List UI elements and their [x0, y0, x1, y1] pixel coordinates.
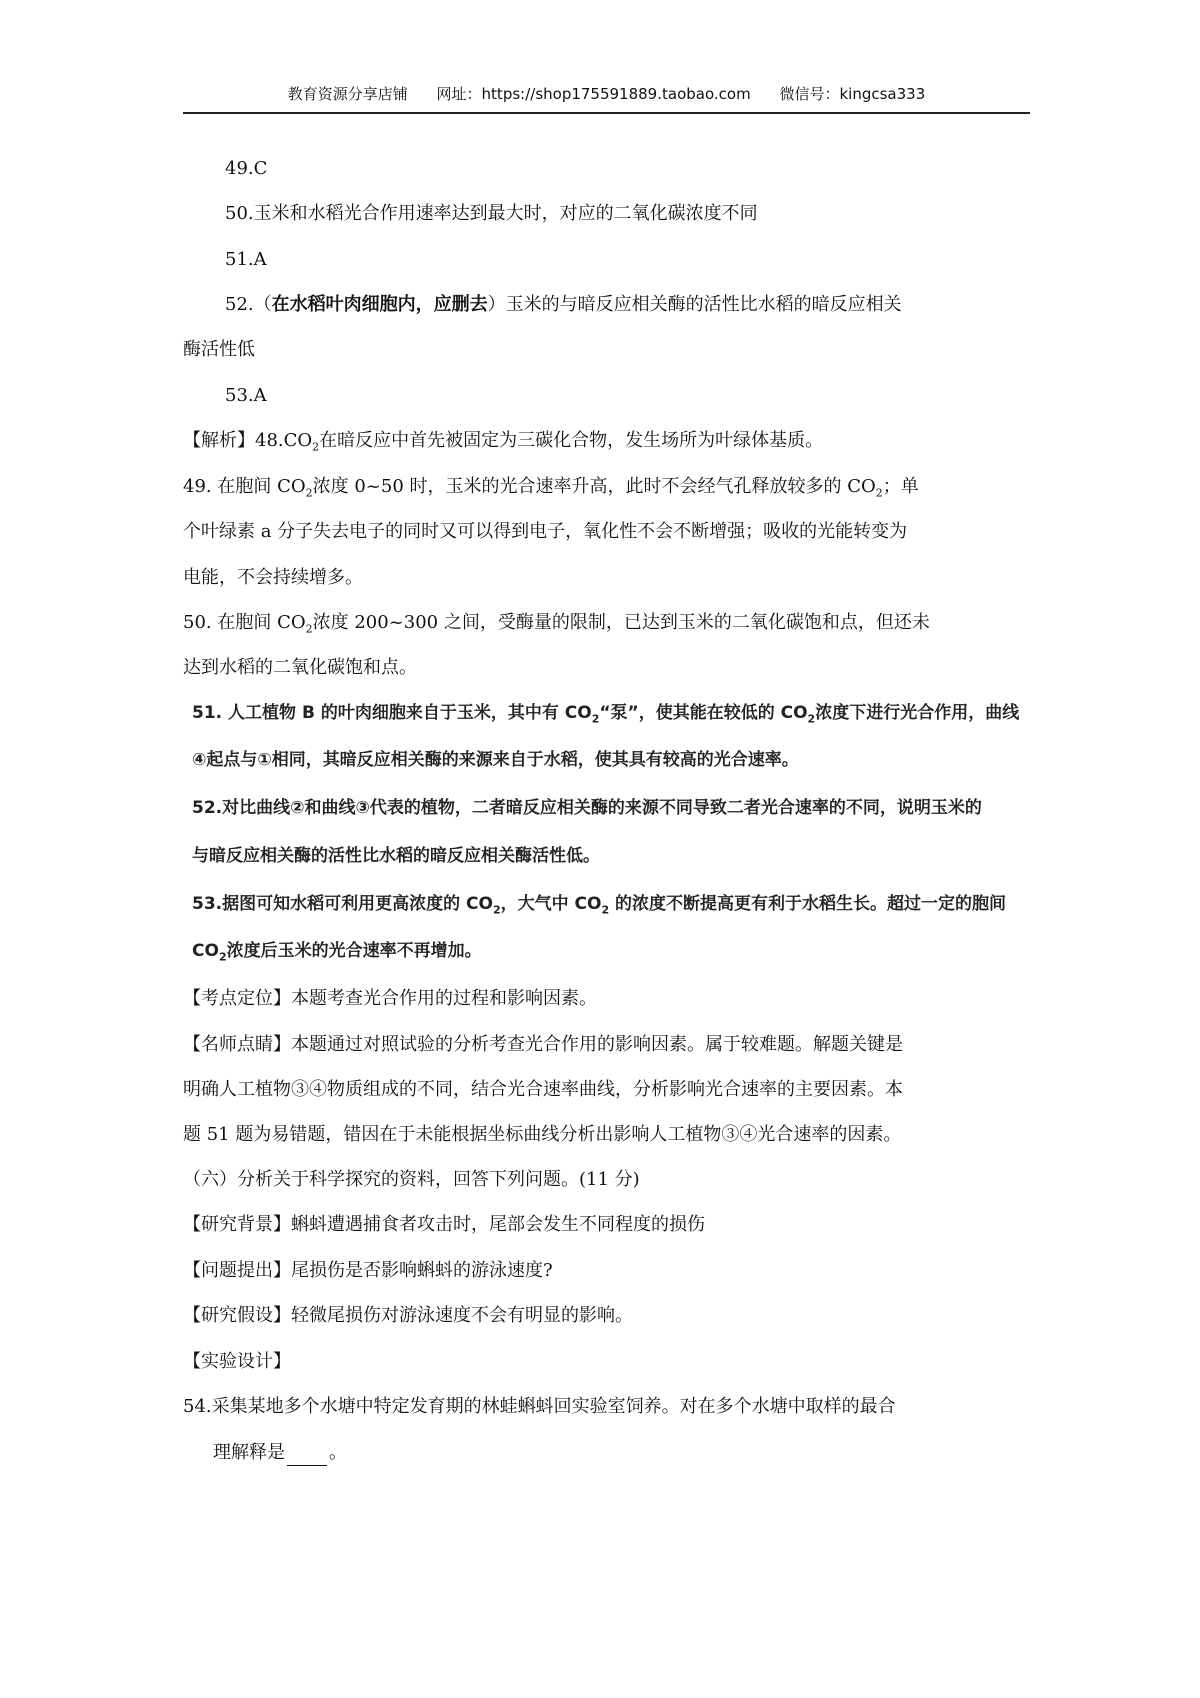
- answer-52-cont: 酶活性低: [183, 339, 255, 360]
- analysis-48: 【解析】$48.CO_2$在暗反应中首先被固定为三碳化合物，发生场所为叶绿体基质。: [183, 430, 824, 454]
- answer-52: 52.（在水稻叶肉细胞内，应删去）玉米的与暗反应相关酶的活性比水稻的暗反应相关: [225, 294, 902, 315]
- analysis-53-2: $CO_2$浓度后玉米的光合速率不再增加。: [192, 941, 482, 964]
- teacher-note-1: 【名师点睛】本题通过对照试验的分析考查光合作用的影响因素。属于较难题。解题关键是: [183, 1034, 903, 1055]
- analysis-49-2: 个叶绿素 a 分子失去电子的同时又可以得到电子，氧化性不会不断增强；吸收的光能转变为: [183, 521, 908, 542]
- section-six-title: （六）分析关于科学探究的资料，回答下列问题。(11 分): [183, 1169, 640, 1190]
- analysis-51-2: ④起点与①相同，其暗反应相关酶的来源来自于水稻，使其具有较高的光合速率。: [192, 750, 799, 770]
- header-shop: 教育资源分享店铺: [287, 85, 408, 103]
- research-background: 【研究背景】蝌蚪遭遇捕食者攻击时，尾部会发生不同程度的损伤: [183, 1214, 705, 1235]
- answer-51: 51.A: [225, 249, 267, 270]
- answer-50: 50.玉米和水稻光合作用速率达到最大时，对应的二氧化碳浓度不同: [225, 203, 758, 224]
- question-54-1: 54.采集某地多个水塘中特定发育期的林蛙蝌蚪回实验室饲养。对在多个水塘中取样的最合: [183, 1396, 896, 1417]
- header-wechat: 微信号：kingcsa333: [779, 85, 926, 103]
- key-point: 【考点定位】本题考查光合作用的过程和影响因素。: [183, 988, 597, 1009]
- answer-52-bold: 在水稻叶肉细胞内，应删去: [271, 294, 488, 315]
- analysis-52-2: 与暗反应相关酶的活性比水稻的暗反应相关酶活性低。: [192, 846, 600, 866]
- experiment-design: 【实验设计】: [183, 1351, 291, 1372]
- analysis-50-1: 50. 在胞间 $CO_2$浓度 200~300 之间，受酶量的限制，已达到玉米的二氧化碳饱和点，但还未: [183, 612, 930, 636]
- analysis-49-1: 49. 在胞间 $CO_2$浓度 0~50 时，玉米的光合速率升高，此时不会经气孔释放较多的 $CO_2$；单: [183, 476, 919, 500]
- analysis-49-3: 电能，不会持续增多。: [183, 567, 363, 588]
- header-url: 网址：https://shop175591889.taobao.com: [436, 85, 751, 103]
- page-header: [183, 84, 1030, 114]
- teacher-note-3: 题 51 题为易错题，错因在于未能根据坐标曲线分析出影响人工植物③④光合速率的因素。: [183, 1124, 902, 1145]
- teacher-note-2: 明确人工植物③④物质组成的不同，结合光合速率曲线，分析影响光合速率的主要因素。本: [183, 1079, 903, 1100]
- answer-49: 49.C: [225, 158, 268, 179]
- analysis-52-1: 52.对比曲线②和曲线③代表的植物，二者暗反应相关酶的来源不同导致二者光合速率的不同，说明玉米的: [192, 798, 982, 818]
- analysis-53-1: 53.据图可知水稻可利用更高浓度的 $CO_2$，大气中 $CO_2$ 的浓度不断提高更有利于水稻生长。超过一定的胞间: [192, 894, 1007, 917]
- question-raised: 【问题提出】尾损伤是否影响蝌蚪的游泳速度?: [183, 1260, 553, 1281]
- answer-53: 53.A: [225, 385, 267, 406]
- research-hypothesis: 【研究假设】轻微尾损伤对游泳速度不会有明显的影响。: [183, 1305, 633, 1326]
- answer-blank[interactable]: [287, 1447, 327, 1466]
- analysis-50-2: 达到水稻的二氧化碳饱和点。: [183, 657, 417, 678]
- analysis-51-1: 51. 人工植物 B 的叶肉细胞来自于玉米，其中有 $CO_2“$泵”，使其能在较低的 $CO_2$浓度下进行光合作用，曲线: [192, 703, 1020, 726]
- question-54-2: 理解释是 。: [213, 1440, 347, 1466]
